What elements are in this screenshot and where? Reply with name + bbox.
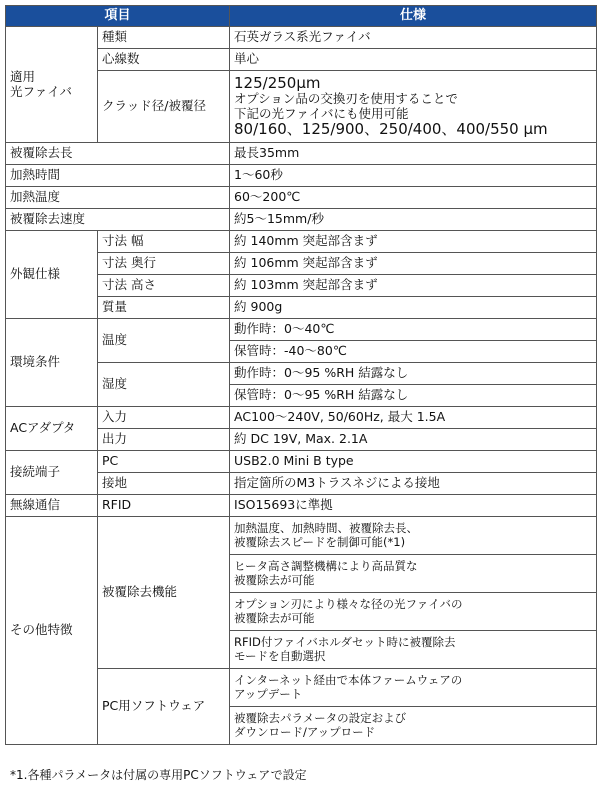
clad-line-4: 80/160、125/900、250/400、400/550 μm [234, 119, 548, 138]
label-heat-time: 加熱時間 [6, 165, 230, 187]
feature-1-line-2: 被覆除去スピードを制御可能(*1) [234, 534, 406, 549]
value-depth: 約 106mm 突起部含まず [230, 253, 597, 275]
feature-2-line-1: ヒータ高さ調整機構により高品質な [234, 559, 418, 574]
table-row [6, 231, 597, 253]
software-1-line-1: インターネット経由で本体ファームウェアの [234, 673, 463, 688]
category-wireless: 無線通信 [6, 495, 98, 517]
value-temp-operating: 動作時：0～40℃ [230, 319, 597, 341]
label-pc-port: PC [98, 451, 230, 473]
value-software-1 [230, 669, 597, 707]
value-core-count: 単心 [230, 49, 597, 71]
footnote: *1.各種パラメータは付属の専用PCソフトウェアで設定 [10, 768, 307, 782]
value-mass: 約 900g [230, 297, 597, 319]
value-ground: 指定箇所のM3トラスネジによる接地 [230, 473, 597, 495]
value-heat-time: 1～60秒 [230, 165, 597, 187]
label-width: 寸法 幅 [98, 231, 230, 253]
clad-line-1: 125/250μm [234, 73, 321, 92]
clad-line-3: 下記の光ファイバにも使用可能 [234, 105, 409, 121]
label-strip-speed: 被覆除去速度 [6, 209, 230, 231]
label-depth: 寸法 奥行 [98, 253, 230, 275]
value-ac-input: AC100～240V, 50/60Hz, 最大 1.5A [230, 407, 597, 429]
feature-2-line-2: 被覆除去が可能 [234, 572, 315, 587]
table-row [6, 27, 597, 49]
value-heat-temp: 60～200℃ [230, 187, 597, 209]
label-pc-software: PC用ソフトウェア [98, 669, 230, 745]
value-clad-diameter [230, 71, 597, 143]
table-row [6, 407, 597, 429]
feature-3-line-2: 被覆除去が可能 [234, 610, 315, 625]
table-row [6, 209, 597, 231]
value-height: 約 103mm 突起部含まず [230, 275, 597, 297]
table-row [6, 143, 597, 165]
value-feature-2 [230, 555, 597, 593]
software-2-line-2: ダウンロード/アップロード [234, 724, 376, 739]
value-fiber-type: 石英ガラス系光ファイバ [230, 27, 597, 49]
label-height: 寸法 高さ [98, 275, 230, 297]
label-rfid: RFID [98, 495, 230, 517]
label-mass: 質量 [98, 297, 230, 319]
category-dimensions: 外観仕様 [6, 231, 98, 319]
category-ac-adapter: ACアダプタ [6, 407, 98, 451]
value-feature-3 [230, 593, 597, 631]
table-row [6, 187, 597, 209]
software-2-line-1: 被覆除去パラメータの設定および [234, 711, 407, 726]
value-temp-storage: 保管時：-40～80℃ [230, 341, 597, 363]
feature-1-line-1: 加熱温度、加熱時間、被覆除去長、 [234, 521, 419, 536]
label-humidity: 湿度 [98, 363, 230, 407]
table-row [6, 319, 597, 341]
label-core-count: 心線数 [98, 49, 230, 71]
value-feature-1 [230, 517, 597, 555]
header-spec: 仕様 [230, 6, 597, 27]
label-temperature: 温度 [98, 319, 230, 363]
value-hum-storage: 保管時：0～95 %RH 結露なし [230, 385, 597, 407]
value-width: 約 140mm 突起部含まず [230, 231, 597, 253]
label-strip-function: 被覆除去機能 [98, 517, 230, 669]
value-rfid: ISO15693に準拠 [230, 495, 597, 517]
header-item: 項目 [6, 6, 230, 27]
table-row [6, 517, 597, 555]
label-ground: 接地 [98, 473, 230, 495]
label-strip-length: 被覆除去長 [6, 143, 230, 165]
table-row [6, 451, 597, 473]
value-strip-speed: 約5～15mm/秒 [230, 209, 597, 231]
value-hum-operating: 動作時：0～95 %RH 結露なし [230, 363, 597, 385]
category-other: その他特徴 [6, 517, 98, 745]
category-fiber: 適用 光ファイバ [6, 27, 98, 143]
clad-line-2: オプション品の交換刃を使用することで [234, 91, 458, 107]
value-strip-length: 最長35mm [230, 143, 597, 165]
value-feature-4 [230, 631, 597, 669]
value-ac-output: 約 DC 19V, Max. 2.1A [230, 429, 597, 451]
feature-4-line-1: RFID付ファイバホルダセット時に被覆除去 [234, 635, 456, 650]
label-ac-input: 入力 [98, 407, 230, 429]
table-header-row [6, 6, 597, 27]
label-heat-temp: 加熱温度 [6, 187, 230, 209]
feature-3-line-1: オプション刃により様々な径の光ファイバの [234, 597, 463, 612]
value-pc-port: USB2.0 Mini B type [230, 451, 597, 473]
category-environment: 環境条件 [6, 319, 98, 407]
category-ports: 接続端子 [6, 451, 98, 495]
spec-table [5, 5, 597, 745]
label-ac-output: 出力 [98, 429, 230, 451]
table-row [6, 165, 597, 187]
value-software-2 [230, 707, 597, 745]
label-fiber-type: 種類 [98, 27, 230, 49]
table-row [6, 495, 597, 517]
label-clad-diameter: クラッド径/被覆径 [98, 71, 230, 143]
feature-4-line-2: モードを自動選択 [234, 648, 326, 663]
software-1-line-2: アップデート [234, 686, 303, 701]
